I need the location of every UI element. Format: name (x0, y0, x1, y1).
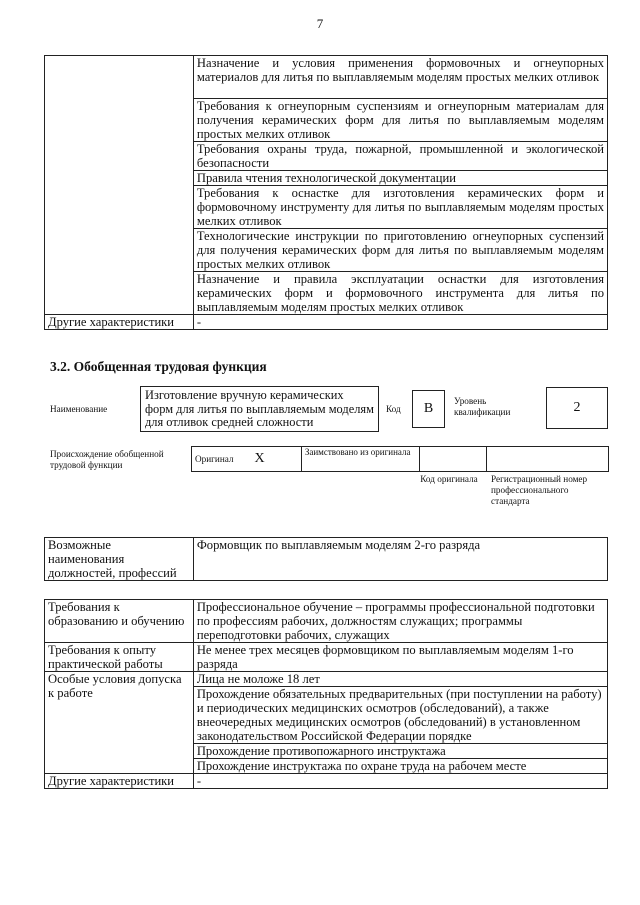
admission-label: Особые условия допуска к работе (45, 672, 194, 774)
table-row (45, 56, 608, 99)
admission-item: Прохождение противопожарного инструктажа (193, 744, 607, 759)
table-row (45, 600, 608, 643)
registration-number-cell (487, 447, 609, 472)
positions-table (44, 537, 608, 581)
positions-label: Возможные наименования должностей, профессий (45, 538, 194, 581)
original-code-cell (419, 447, 487, 472)
education-label: Требования к образованию и обучению (45, 600, 194, 643)
level-box (546, 387, 608, 429)
code-value: B (423, 401, 434, 416)
original-label: Оригинал (192, 447, 252, 472)
original-mark: X (251, 447, 301, 472)
knowledge-item: Требования к оснастке для изготовления керамических форм и формовочному инструменту для литья по выплавляемым моделям простых мелких отливок (193, 186, 607, 229)
table-row (192, 447, 609, 472)
knowledge-item: Технологические инструкции по приготовлению огнеупорных суспензий для получения керамических форм для литья по выплавляемым моделям простых мелких отливок (193, 229, 607, 272)
admission-item: Прохождение инструктажа по охране труда на рабочем месте (193, 759, 607, 774)
table-row (45, 672, 608, 687)
page-number: 7 (316, 16, 324, 31)
other-characteristics-label: Другие характеристики (45, 315, 194, 330)
registration-number-caption: Регистрационный номер профессионального стандарта (491, 474, 588, 506)
original-code-caption: Код оригинала (420, 474, 478, 484)
other-characteristics-label: Другие характеристики (45, 774, 194, 789)
origin-label: Происхождение обобщенной трудовой функции (50, 449, 164, 470)
knowledge-item: Назначение и условия применения формовочных и огнеупорных материалов для литья по выплавляемым моделям простых мелких отливок (193, 56, 607, 99)
positions-value: Формовщик по выплавляемым моделям 2-го разряда (193, 538, 607, 581)
education-value: Профессиональное обучение – программы профессиональной подготовки по профессиям рабочих, должностям служащих; программы переподготовки рабочих, служащих (193, 600, 607, 643)
knowledge-item: Требования к огнеупорным суспензиям и огнеупорным материалам для получения керамических форм для литья по выплавляемым моделям простых мелких отливок (193, 99, 607, 142)
table-row (45, 643, 608, 672)
level-label: Уровень квалификации (454, 396, 511, 417)
knowledge-item: Правила чтения технологической документации (193, 171, 607, 186)
table-cell-empty (45, 56, 194, 315)
origin-table (191, 446, 609, 472)
level-value: 2 (573, 400, 581, 415)
other-characteristics-value: - (193, 774, 607, 789)
borrowed-label: Заимствовано из оригинала (301, 447, 419, 472)
table-row (45, 538, 608, 581)
other-characteristics-value: - (193, 315, 607, 330)
knowledge-item: Требования охраны труда, пожарной, промышленной и экологической безопасности (193, 142, 607, 171)
table-row (45, 774, 608, 789)
name-label: Наименование (50, 404, 108, 414)
admission-item: Лица не моложе 18 лет (193, 672, 607, 687)
requirements-table (44, 599, 608, 789)
knowledge-table (44, 55, 608, 330)
function-name-box (140, 386, 379, 432)
knowledge-item: Назначение и правила эксплуатации оснастки для изготовления керамических форм и формовочного инструмента для литья по выплавляемым моделям простых мелких отливок (193, 272, 607, 315)
experience-label: Требования к опыту практической работы (45, 643, 194, 672)
section-title: 3.2. Обобщенная трудовая функция (50, 359, 267, 374)
table-row (45, 315, 608, 330)
code-label: Код (386, 404, 401, 414)
admission-item: Прохождение обязательных предварительных (при поступлении на работу) и периодических медицинских осмотров (обследований), а также внеочередных медицинских осмотров (обследований) в установленном законодательством Российской Федерации порядке (193, 687, 607, 744)
function-name-value: Изготовление вручную керамических форм для литья по выплавляемым моделям для отливок средней сложности (145, 388, 374, 429)
code-box (412, 390, 445, 428)
experience-value: Не менее трех месяцев формовщиком по выплавляемым моделям 1-го разряда (193, 643, 607, 672)
